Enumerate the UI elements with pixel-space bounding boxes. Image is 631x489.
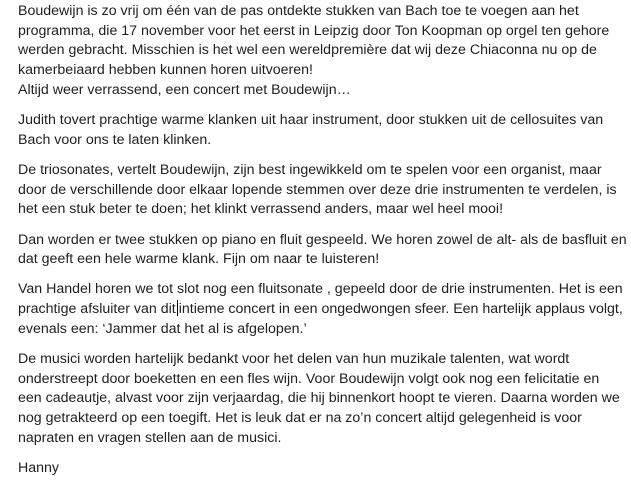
author-name: Hanny xyxy=(18,460,60,477)
text-line: De triosonates, vertelt Boudewijn, zijn best ingewikkeld om te spelen voor een organist, maar xyxy=(18,161,602,178)
text-line: onderstreept door boeketten en een fles wijn. Voor Boudewijn volgt ook nog een felicitatie en xyxy=(18,370,600,387)
paragraph-van-handel xyxy=(18,280,626,339)
text-line: Boudewijn is zo vrij om één van de pas ontdekte stukken van Bach toe te voegen aan het xyxy=(18,3,579,19)
text-line: dat geeft een hele warme klank. Fijn om naar te luisteren! xyxy=(18,251,380,268)
document-body[interactable] xyxy=(18,2,626,489)
text-line: napraten en vragen stellen aan de musici. xyxy=(18,429,282,446)
text-after-cursor: intieme concert in een ongedwongen sfeer. Een hartelijk applaus volgt, xyxy=(178,301,623,318)
text-line: Van Handel horen we tot slot nog een fluitsonate , gepeeld door de drie instrumenten. Het is een xyxy=(18,281,623,298)
text-line: Bach voor ons te laten klinken. xyxy=(18,131,212,148)
text-line: door de verschillende door elkaar lopende stemmen over deze drie instrumenten te verdelen, is xyxy=(18,181,617,198)
paragraph-judith xyxy=(18,111,626,150)
paragraph-bedankt xyxy=(18,350,626,449)
text-line: werden gebracht. Misschien is het wel een wereldpremière dat wij deze Chiaconna nu op de xyxy=(18,42,597,59)
text-line: Altijd weer verrassend, een concert met Boudewijn… xyxy=(18,81,351,98)
text-line-with-cursor xyxy=(18,300,626,320)
paragraph-triosonates xyxy=(18,161,626,220)
signature-hanny xyxy=(18,459,626,479)
text-line: kamerbeiaard hebben kunnen horen uitvoeren! xyxy=(18,62,313,79)
text-line: een cadeautje, alvast voor zijn verjaardag, die hij binnenkort hoopt te vieren. Daarna worden we xyxy=(18,390,620,407)
text-line: het een stuk beter te doen; het klinkt verrassend anders, maar wel heel mooi! xyxy=(18,201,504,218)
text-before-cursor: prachtige afsluiter van dit xyxy=(18,301,176,318)
text-line: Judith tovert prachtige warme klanken uit haar instrument, door stukken uit de cellosuites van xyxy=(18,112,604,129)
text-line: programma, die 17 november voor het eerst in Leipzig door Ton Koopman op orgel ten gehore xyxy=(18,22,610,39)
paragraph-piano-fluit xyxy=(18,231,626,270)
text-line: De musici worden hartelijk bedankt voor het delen van hun muzikale talenten, wat wordt xyxy=(18,351,570,368)
text-cursor xyxy=(177,300,178,316)
paragraph-bach-chiaconna xyxy=(18,2,626,101)
text-line: evenals een: ‘Jammer dat het al is afgelopen.’ xyxy=(18,320,307,337)
text-line: Dan worden er twee stukken op piano en fluit gespeeld. We horen zowel de alt- als de basfluit en xyxy=(18,231,627,248)
text-line: nog getrakteerd op een toegift. Het is leuk dat er na zo’n concert altijd gelegenheid is voor xyxy=(18,410,582,427)
